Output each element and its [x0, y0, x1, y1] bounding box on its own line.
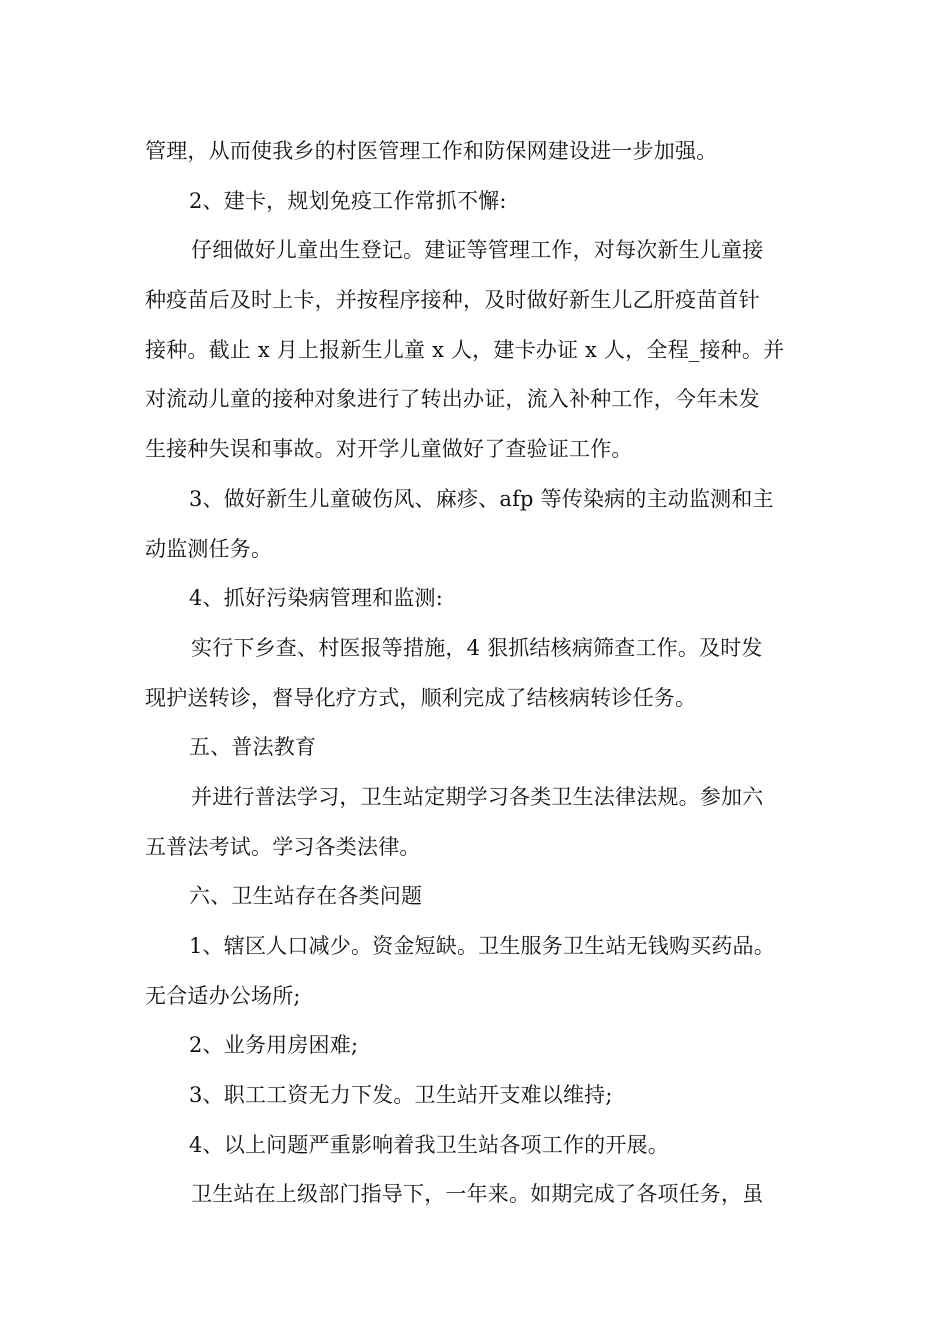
list-item-heading: 2、建卡，规划免疫工作常抓不懈:: [189, 188, 507, 213]
document-body: [145, 131, 810, 1224]
text-line: 管理，从而使我乡的村医管理工作和防保网建设进一步加强。: [145, 139, 718, 163]
text-line: 五普法考试。学习各类法律。: [145, 834, 421, 859]
section-heading: 六、卫生站存在各类问题: [189, 884, 423, 909]
paragraph-line: 仔细做好儿童出生登记。建证等管理工作，对每次新生儿童接: [191, 238, 764, 263]
list-item: 2、业务用房困难;: [189, 1033, 359, 1058]
text-line: 动监测任务。: [145, 536, 273, 561]
text-line: 生接种失误和事故。对开学儿童做好了查验证工作。: [145, 437, 633, 462]
list-item-heading: 4、抓好污染病管理和监测:: [189, 586, 444, 611]
text-line: 无合适办公场所;: [145, 983, 301, 1008]
text-line: 种疫苗后及时上卡，并按程序接种，及时做好新生儿乙肝疫苗首针: [145, 288, 760, 313]
list-item: 3、职工工资无力下发。卫生站开支难以维持;: [189, 1083, 613, 1108]
list-item: 4、以上问题严重影响着我卫生站各项工作的开展。: [189, 1132, 669, 1157]
text-line: 现护送转诊，督导化疗方式，顺利完成了结核病转诊任务。: [145, 685, 697, 710]
list-item-heading: 3、做好新生儿童破伤风、麻疹、afp 等传染病的主动监测和主: [189, 486, 774, 511]
paragraph-line: 实行下乡查、村医报等措施，4 狠抓结核病筛查工作。及时发: [191, 635, 763, 660]
paragraph-line: 卫生站在上级部门指导下，一年来。如期完成了各项任务，虽: [191, 1182, 764, 1207]
section-heading: 五、普法教育: [189, 735, 317, 760]
text-line: 对流动儿童的接种对象进行了转出办证，流入补种工作，今年未发: [145, 387, 760, 412]
text-line: 接种。截止 x 月上报新生儿童 x 人，建卡办证 x 人，全程_接种。并: [145, 337, 785, 362]
paragraph-line: 并进行普法学习，卫生站定期学习各类卫生法律法规。参加六: [191, 784, 764, 809]
list-item: 1、辖区人口减少。资金短缺。卫生服务卫生站无钱购买药品。: [189, 934, 775, 958]
